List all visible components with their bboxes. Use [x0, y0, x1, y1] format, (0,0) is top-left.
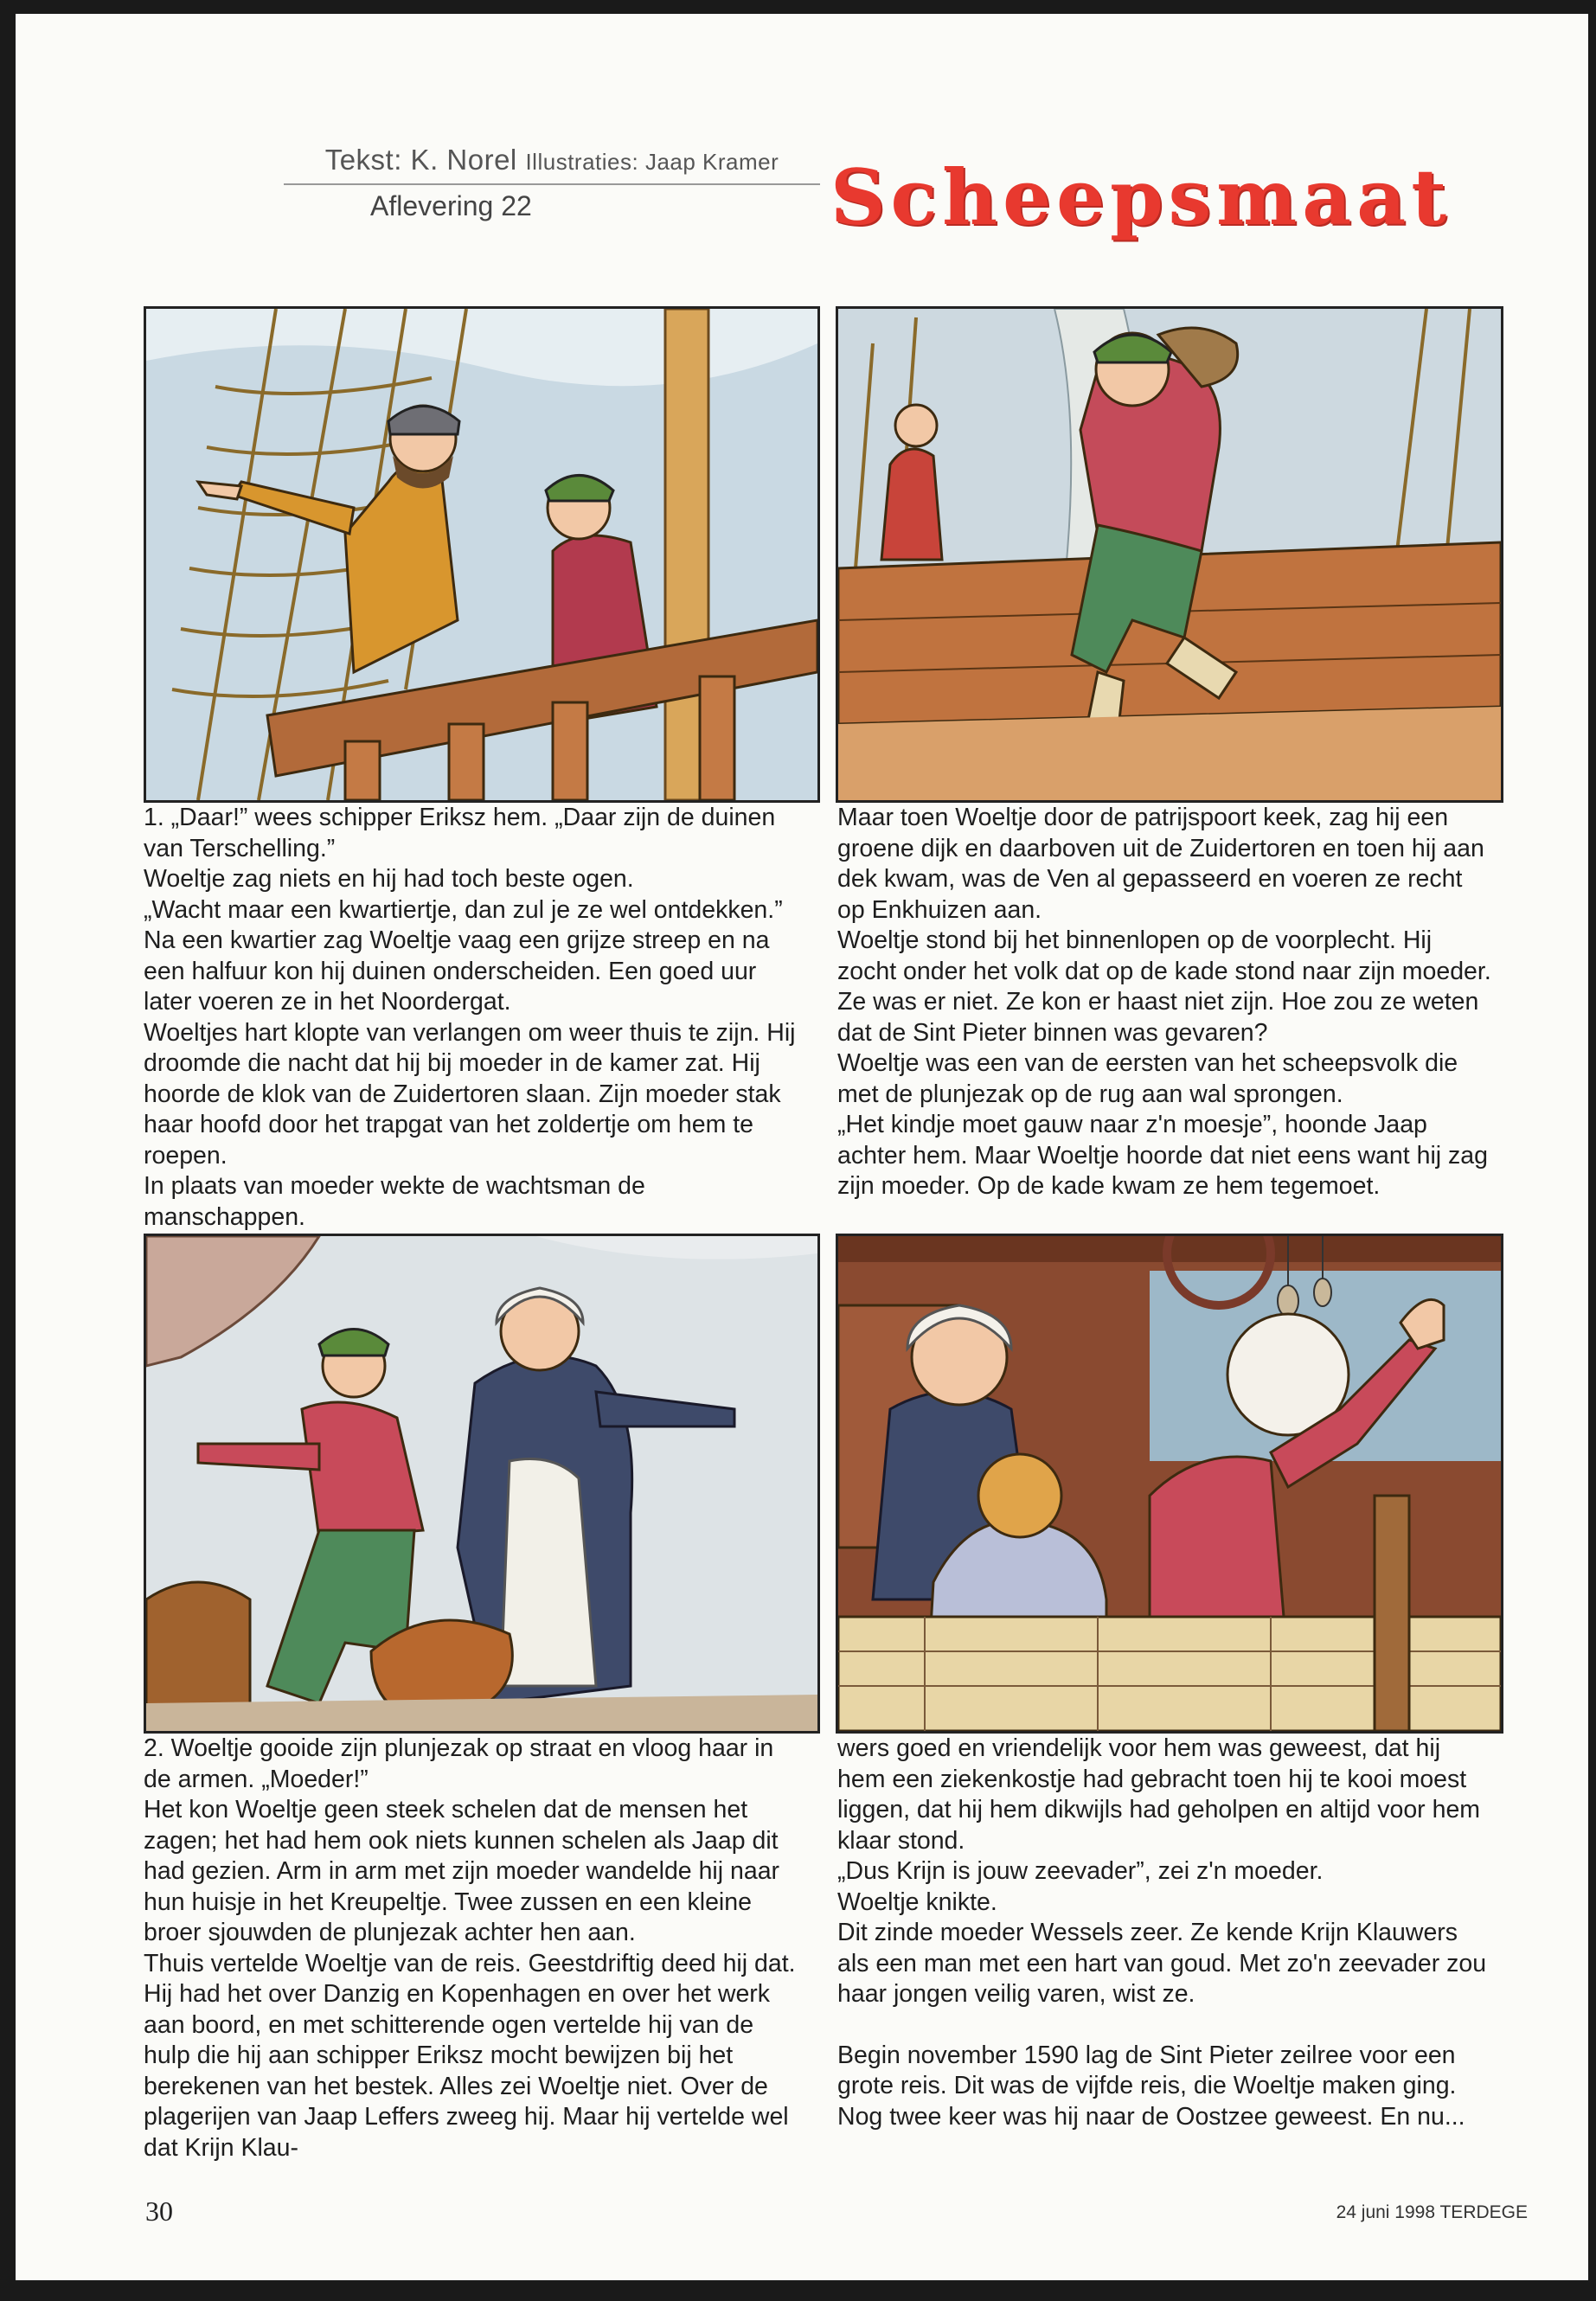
illustration-panel-2: [836, 306, 1503, 803]
paragraph: Woeltje zag niets en hij had toch beste ogen.: [144, 865, 634, 893]
text-column-2-bottom: [837, 1734, 1495, 2132]
paragraph: „Het kindje moet gauw naar z'n moesje”, hoonde Jaap achter hem. Maar Woeltje hoorde dat niet eens want hij zag zijn moeder. Op de kade kwam ze hem tegemoet.: [837, 1111, 1488, 1200]
paragraph: Dit zinde moeder Wessels zeer. Ze kende Krijn Klauwers als een man met een hart van goud. Met zo'n zeevader zou haar jongen veilig varen, wist ze.: [837, 1919, 1487, 2008]
credits-block: [284, 144, 820, 222]
paragraph: Woeltjes hart klopte van verlangen om weer thuis te zijn. Hij droomde die nacht dat hij bij moeder in de kamer zat. Hij hoorde de klok van de Zuidertoren slaan. Zijn moeder stak haar hoofd door het trapgat van het zoldertje om hem te roepen.: [144, 1018, 796, 1170]
episode-label: Aflevering 22: [370, 190, 532, 221]
paragraph: 2. Woeltje gooide zijn plunjezak op straat en vloog haar in de armen. „Moeder!”: [144, 1734, 774, 1793]
paragraph: „Dus Krijn is jouw zeevader”, zei z'n moeder.: [837, 1857, 1324, 1885]
scene-at-home: [838, 1236, 1501, 1731]
paragraph: In plaats van moeder wekte de wachtsman de manschappen.: [144, 1172, 645, 1231]
scene-embrace: [146, 1236, 817, 1731]
paragraph: wers goed en vriendelijk voor hem was geweest, dat hij hem een ziekenkostje had gebracht toen hij te kooi moest liggen, dat hij hem dikwijls had geholpen en altijd voor hem klaar stond.: [837, 1734, 1481, 1855]
illustrator-credit: Illustraties: Jaap Kramer: [525, 149, 779, 175]
magazine-page: [16, 14, 1588, 2280]
paragraph: Begin november 1590 lag de Sint Pieter zeilree voor een grote reis. Dit was de vijfde reis, die Woeltje maken ging. Nog twee keer was hij naar de Oostzee geweest. En nu...: [837, 2041, 1465, 2131]
text-column-1-top: [144, 803, 801, 1233]
paragraph: Woeltje was een van de eersten van het scheepsvolk die met de plunjezak op de rug aan wal sprongen.: [837, 1049, 1458, 1108]
illustration-panel-3: [144, 1234, 820, 1734]
page-number: 30: [145, 2195, 173, 2227]
issue-date: 24 juni 1998 TERDEGE: [1336, 2202, 1528, 2222]
story-title: Scheepsmaat: [830, 152, 1452, 242]
illustration-panel-4: [836, 1234, 1503, 1734]
scene-climbing-railing: [838, 309, 1501, 800]
paragraph: Woeltje stond bij het binnenlopen op de voorplecht. Hij zocht onder het volk dat op de kade stond naar zijn moeder. Ze was er niet. Ze kon er haast niet zijn. Hoe zou ze weten dat de Sint Pieter binnen was gevaren?: [837, 926, 1491, 1047]
paragraph: Woeltje knikte.: [837, 1888, 997, 1916]
paragraph: Het kon Woeltje geen steek schelen dat de mensen het zagen; het had hem ook niets kunnen schelen als Jaap dit had gezien. Arm in arm met zijn moeder wandelde hij naar hun huisje in het Kreupeltje. Twee zussen en een kleine broer sjouwden de plunjezak achter hen aan.: [144, 1796, 780, 1946]
text-column-2-top: [837, 803, 1495, 1202]
paragraph: Maar toen Woeltje door de patrijspoort keek, zag hij een groene dijk en daarboven uit de Zuidertoren en toen hij aan dek kwam, was de Ven al gepasseerd en voeren ze recht op Enkhuizen aan.: [837, 804, 1484, 924]
paragraph: Thuis vertelde Woeltje van de reis. Geestdriftig deed hij dat. Hij had het over Danzig en Kopenhagen en over het werk aan boord, en met schitterende ogen vertelde hij van de hulp die hij aan schipper Eriksz mocht bewijzen bij het berekenen van het bestek. Alles zei Woeltje niet. Over de plagerijen van Jaap Leffers zweeg hij. Maar hij vertelde wel dat Krijn Klau-: [144, 1949, 796, 2162]
paragraph-gap: [837, 2010, 1495, 2041]
paragraph: „Wacht maar een kwartiertje, dan zul je ze wel ontdekken.” Na een kwartier zag Woeltje vaag een grijze streep en na een halfuur kon hij duinen onderscheiden. Een goed uur later voeren ze in het Noordergat.: [144, 895, 783, 1016]
scene-captain-pointing: [146, 309, 817, 800]
paragraph: 1. „Daar!” wees schipper Eriksz hem. „Daar zijn de duinen van Terschelling.”: [144, 804, 776, 862]
text-column-1-bottom: [144, 1734, 801, 2163]
author-credit: Tekst: K. Norel: [324, 144, 517, 176]
illustration-panel-1: [144, 306, 820, 803]
credits-line: [284, 144, 820, 176]
credits-divider: [284, 183, 820, 185]
